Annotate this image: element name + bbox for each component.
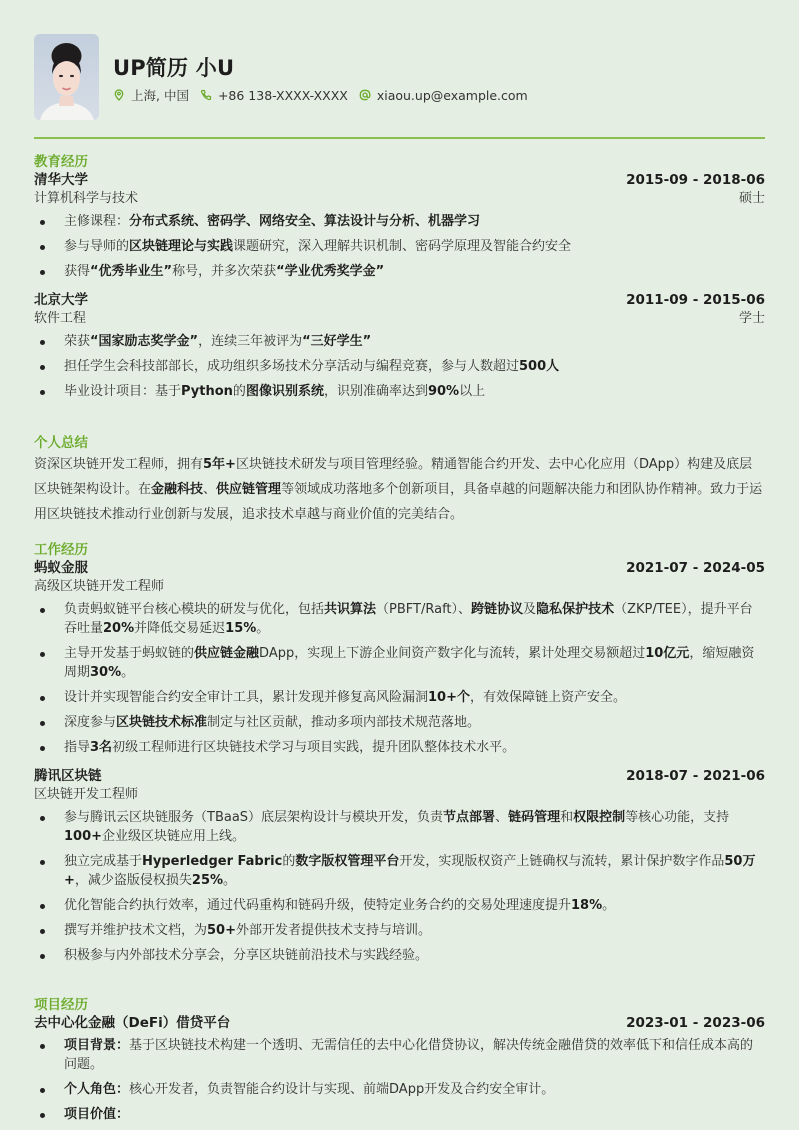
- emphasis-text: 权限控制: [573, 810, 626, 825]
- resume-header: [34, 0, 765, 138]
- education-section: [34, 153, 765, 407]
- emphasis-text: 图像识别系统: [245, 384, 324, 399]
- bullet-item: 主修课程：分布式系统、密码学、网络安全、算法设计与分析、机器学习: [34, 212, 765, 231]
- contact-email[interactable]: [359, 88, 528, 103]
- emphasis-text: 5年+: [203, 457, 236, 472]
- emphasis-text: 金融科技: [151, 482, 204, 497]
- project-date: 2023-01 - 2023-06: [626, 1015, 765, 1031]
- bullet-item: 主导开发基于蚂蚁链的供应链金融DApp，实现上下游企业间资产数字化与流转，累计处理交易额超过10亿元，缩短融资周期30%。: [34, 644, 765, 682]
- company-name: 腾讯区块链: [34, 768, 102, 784]
- bullet-item: 担任学生会科技部部长，成功组织多场技术分享活动与编程竞赛，参与人数超过500人: [34, 357, 765, 376]
- section-title-education: 教育经历: [34, 154, 88, 170]
- location-pin-icon: [113, 89, 125, 101]
- emphasis-text: 50+: [207, 923, 236, 938]
- emphasis-text: 50万+: [64, 854, 756, 888]
- portrait-photo-icon: [34, 34, 99, 120]
- bullet-item: 设计并实现智能合约安全审计工具，累计发现并修复高风险漏洞10+个，有效保障链上资产安全。: [34, 688, 765, 707]
- emphasis-text: 数字版权管理平台: [295, 854, 400, 869]
- emphasis-text: 10亿元: [645, 646, 690, 661]
- work-bullets: [34, 808, 765, 965]
- bullet-item: 指导3名初级工程师进行区块链技术学习与项目实践，提升团队整体技术水平。: [34, 738, 765, 757]
- bullet-item: 积极参与内外部技术分享会，分享区块链前沿技术与实践经验。: [34, 946, 765, 965]
- section-title-projects: 项目经历: [34, 997, 88, 1013]
- emphasis-text: “国家励志奖学金”: [90, 334, 199, 349]
- project-bullets: [34, 1036, 765, 1124]
- resume-page: [34, 0, 765, 1122]
- bullet-item: 毕业设计项目：基于Python的图像识别系统，识别准确率达到90%以上: [34, 382, 765, 401]
- emphasis-text: 个人角色：: [64, 1082, 130, 1097]
- bullet-item: 撰写并维护技术文档，为50+外部开发者提供技术支持与培训。: [34, 921, 765, 940]
- bullet-item: 项目背景：基于区块链技术构建一个透明、无需信任的去中心化借贷协议，解决传统金融借贷的效率低下和信任成本高的问题。: [34, 1036, 765, 1074]
- emphasis-text: 15%: [225, 621, 257, 636]
- at-sign-icon: [359, 89, 371, 101]
- work-entry: [34, 767, 765, 965]
- bullet-item: 深度参与区块链技术标准制定与社区贡献，推动多项内部技术规范落地。: [34, 713, 765, 732]
- emphasis-text: 链码管理: [508, 810, 561, 825]
- education-bullets: [34, 332, 765, 401]
- summary-section: [34, 434, 765, 527]
- emphasis-text: “学业优秀奖学金”: [276, 264, 385, 279]
- candidate-name: UP简历 小U: [113, 56, 235, 80]
- emphasis-text: 供应链管理: [216, 482, 282, 497]
- emphasis-text: 跨链协议: [471, 602, 524, 617]
- education-bullets: [34, 212, 765, 281]
- projects-section: [34, 996, 765, 1130]
- work-entry: [34, 559, 765, 757]
- bullet-item: 参与导师的区块链理论与实践课题研究，深入理解共识机制、密码学原理及智能合约安全: [34, 237, 765, 256]
- company-name: 蚂蚁金服: [34, 560, 88, 576]
- emphasis-text: 25%: [191, 873, 224, 888]
- bullet-item: 独立完成基于Hyperledger Fabric的数字版权管理平台开发，实现版权资产上链确权与流转，累计保护数字作品50万+，减少盗版侵权损失25%。: [34, 852, 765, 890]
- emphasis-text: 供应链金融: [194, 646, 260, 661]
- job-role: 高级区块链开发工程师: [34, 579, 165, 594]
- bullet-item: 负责蚂蚁链平台核心模块的研发与优化，包括共识算法（PBFT/Raft）、跨链协议及隐私保护技术（ZKP/TEE），提升平台吞吐量20%并降低交易延迟15%。: [34, 600, 765, 638]
- education-entry: [34, 291, 765, 401]
- emphasis-text: 18%: [571, 898, 603, 913]
- emphasis-text: “三好学生”: [302, 334, 372, 349]
- emphasis-text: 分布式系统、密码学、网络安全、算法设计与分析、机器学习: [129, 214, 481, 229]
- education-date: 2015-09 - 2018-06: [626, 172, 765, 188]
- project-entry: [34, 1014, 765, 1124]
- emphasis-text: 隐私保护技术: [536, 602, 615, 617]
- work-bullets: [34, 600, 765, 757]
- emphasis-text: 10+个: [428, 690, 470, 705]
- email-text: xiaou.up@example.com: [376, 87, 528, 103]
- emphasis-text: 共识算法: [324, 602, 377, 617]
- education-date: 2011-09 - 2015-06: [626, 292, 765, 308]
- bullet-item: 荣获“国家励志奖学金”，连续三年被评为“三好学生”: [34, 332, 765, 351]
- emphasis-text: “优秀毕业生”: [90, 264, 173, 279]
- emphasis-text: 100+: [64, 829, 103, 844]
- section-title-work: 工作经历: [34, 542, 88, 558]
- emphasis-text: 项目价值：: [64, 1107, 130, 1122]
- school-name: 清华大学: [34, 172, 88, 188]
- contact-location: [113, 86, 189, 104]
- header-divider: [34, 137, 765, 139]
- emphasis-text: 90%: [427, 384, 460, 399]
- contact-phone[interactable]: [200, 88, 348, 103]
- bullet-item: 获得“优秀毕业生”称号，并多次荣获“学业优秀奖学金”: [34, 262, 765, 281]
- bullet-item: [34, 1105, 765, 1124]
- location-text: 上海, 中国: [131, 88, 189, 103]
- work-date: 2021-07 - 2024-05: [626, 560, 765, 576]
- degree: 学士: [738, 311, 765, 326]
- emphasis-text: 节点部署: [443, 810, 496, 825]
- emphasis-text: Python: [181, 384, 233, 399]
- emphasis-text: 30%: [90, 665, 122, 680]
- emphasis-text: Hyperledger Fabric: [142, 854, 283, 869]
- project-name: 去中心化金融（DeFi）借贷平台: [34, 1015, 231, 1031]
- phone-icon: [200, 89, 212, 101]
- emphasis-text: 区块链技术标准: [116, 715, 208, 730]
- bullet-item: 参与腾讯云区块链服务（TBaaS）底层架构设计与模块开发，负责节点部署、链码管理和权限控制等核心功能，支持100+企业级区块链应用上线。: [34, 808, 765, 846]
- degree: 硕士: [738, 191, 765, 206]
- emphasis-text: 项目背景：: [64, 1038, 130, 1053]
- school-name: 北京大学: [34, 292, 88, 308]
- major: 软件工程: [34, 311, 87, 326]
- emphasis-text: 区块链理论与实践: [129, 239, 234, 254]
- contact-info: [113, 86, 539, 104]
- summary-text: 资深区块链开发工程师，拥有5年+区块链技术研发与项目管理经验。精通智能合约开发、去中心化应用（DApp）构建及底层区块链架构设计。在金融科技、供应链管理等领域成功落地多个创新项目，具备卓越的问题解决能力和团队协作精神。致力于运用区块链技术推动行业创新与发展，追求技术卓越与商业价值的完美结合。: [34, 457, 763, 522]
- major: 计算机科学与技术: [34, 191, 139, 206]
- section-title-summary: 个人总结: [34, 435, 88, 451]
- education-entry: [34, 171, 765, 281]
- phone-text: +86 138-XXXX-XXXX: [217, 87, 348, 103]
- emphasis-text: 3名: [90, 740, 113, 755]
- bullet-item: 优化智能合约执行效率，通过代码重构和链码升级，使特定业务合约的交易处理速度提升18%。: [34, 896, 765, 915]
- emphasis-text: 500人: [519, 359, 560, 374]
- emphasis-text: 20%: [103, 621, 135, 636]
- avatar: [34, 34, 99, 120]
- bullet-item: 个人角色：核心开发者，负责智能合约设计与实现、前端DApp开发及合约安全审计。: [34, 1080, 765, 1099]
- job-role: 区块链开发工程师: [34, 787, 139, 802]
- work-section: [34, 541, 765, 971]
- work-date: 2018-07 - 2021-06: [626, 768, 765, 784]
